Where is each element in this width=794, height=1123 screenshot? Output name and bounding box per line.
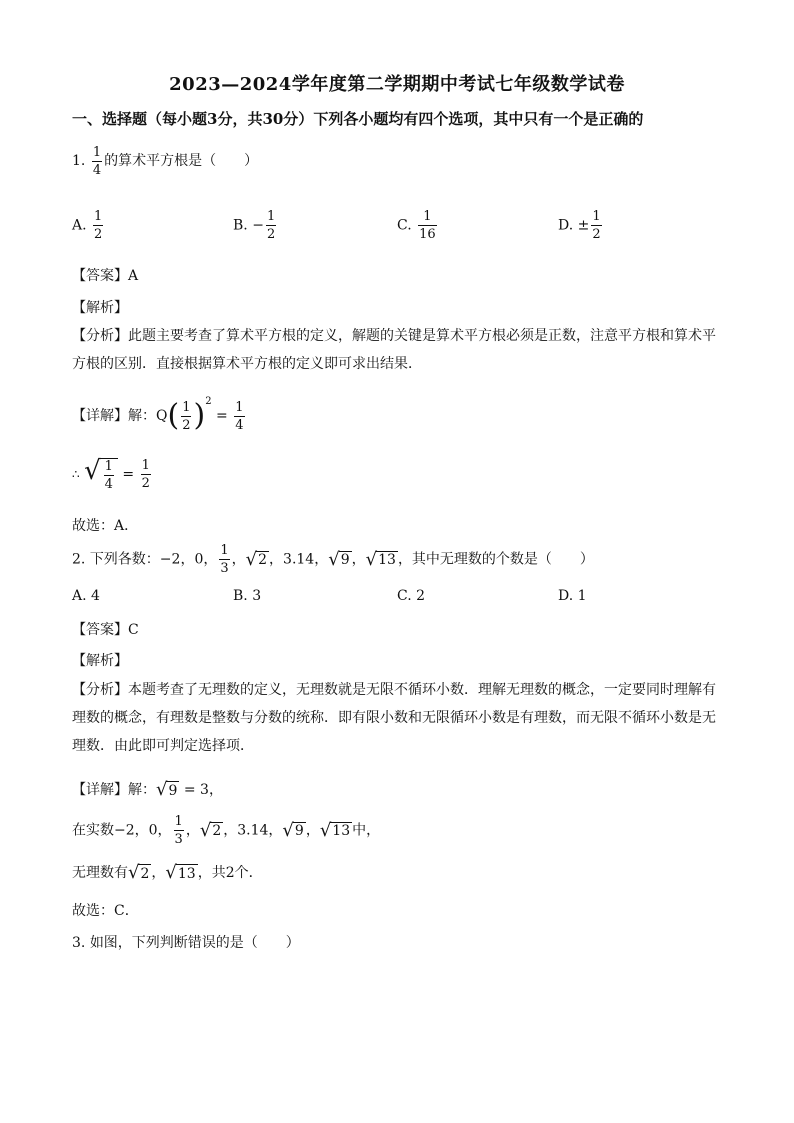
q1-option-b[interactable]: B. − $\frac{1}{2}$ [233, 209, 276, 242]
q2-option-d[interactable]: D. 1 [558, 588, 587, 604]
q1-option-c[interactable]: C. $\frac{1}{16}$ [397, 209, 436, 242]
q2-stem: 2. 下列各数：−2，0， $\frac{1}{3}$ ， √ 2 ，3.14， √ 9 ， √ 13 ，其中无理数的个数是（ ） [72, 543, 594, 576]
q1-stem-text: 的算术平方根是（ ） [104, 153, 259, 169]
q2-conclusion: 故选：C． [72, 903, 139, 919]
q2-option-a[interactable]: A. 4 [72, 588, 100, 604]
q1-option-a[interactable]: A. $\frac{1}{2}$ [72, 209, 103, 242]
q2-detail: 【详解】解： √ 9 = 3， [72, 779, 223, 800]
section-heading: 一、选择题（每小题3分，共30分）下列各小题均有四个选项，其中只有一个是正确的 [72, 110, 644, 128]
q1-number: 1. [72, 153, 86, 169]
q1-option-d[interactable]: D. ± $\frac{1}{2}$ [558, 209, 601, 242]
q1-detail: 【详解】解：Q( $\frac{1}{2}$ )$^2$ = $\frac{1}{4}$ [72, 396, 244, 433]
q2-analysis-tag: 【解析】 [72, 653, 128, 669]
q2-option-b[interactable]: B. 3 [233, 588, 262, 604]
q1-fraction: $\frac{1}{4}$ [92, 145, 102, 178]
q1-step: ∴ √ $\frac{1}{4}$ = $\frac{1}{2}$ [72, 456, 150, 492]
q2-answer: 【答案】C [72, 622, 139, 638]
q1-stem [72, 146, 258, 177]
q2-fenxi: 【分析】本题考查了无理数的定义，无理数就是无限不循环小数．理解无理数的概念，一定要同时理解有理数的概念，有理数是整数与分数的统称．即有限小数和无限循环小数是有理数，而无限不循环小数是无理数．由此即可判定选择项． [72, 682, 716, 754]
q3-stem: 3. 如图，下列判断错误的是（ ） [72, 935, 300, 951]
q2-option-c[interactable]: C. 2 [397, 588, 426, 604]
page-title: 2023—2024学年度第二学期期中考试七年级数学试卷 [169, 74, 625, 95]
q2-detail-line2: 在实数−2，0， $\frac{1}{3}$ ， √ 2 ，3.14， √ 9 ， √ 13 中， [72, 814, 381, 847]
q2-detail-line3: 无理数有 √ 2 ， √ 13 ，共2个． [72, 862, 263, 883]
q1-analysis-tag: 【解析】 [72, 300, 128, 316]
q1-fenxi: 【分析】此题主要考查了算术平方根的定义，解题的关键是算术平方根必须是正数，注意平方根和算术平方根的区别．直接根据算术平方根的定义即可求出结果． [72, 328, 716, 372]
q1-conclusion: 故选：A． [72, 518, 139, 534]
q1-answer: 【答案】A [72, 268, 139, 284]
